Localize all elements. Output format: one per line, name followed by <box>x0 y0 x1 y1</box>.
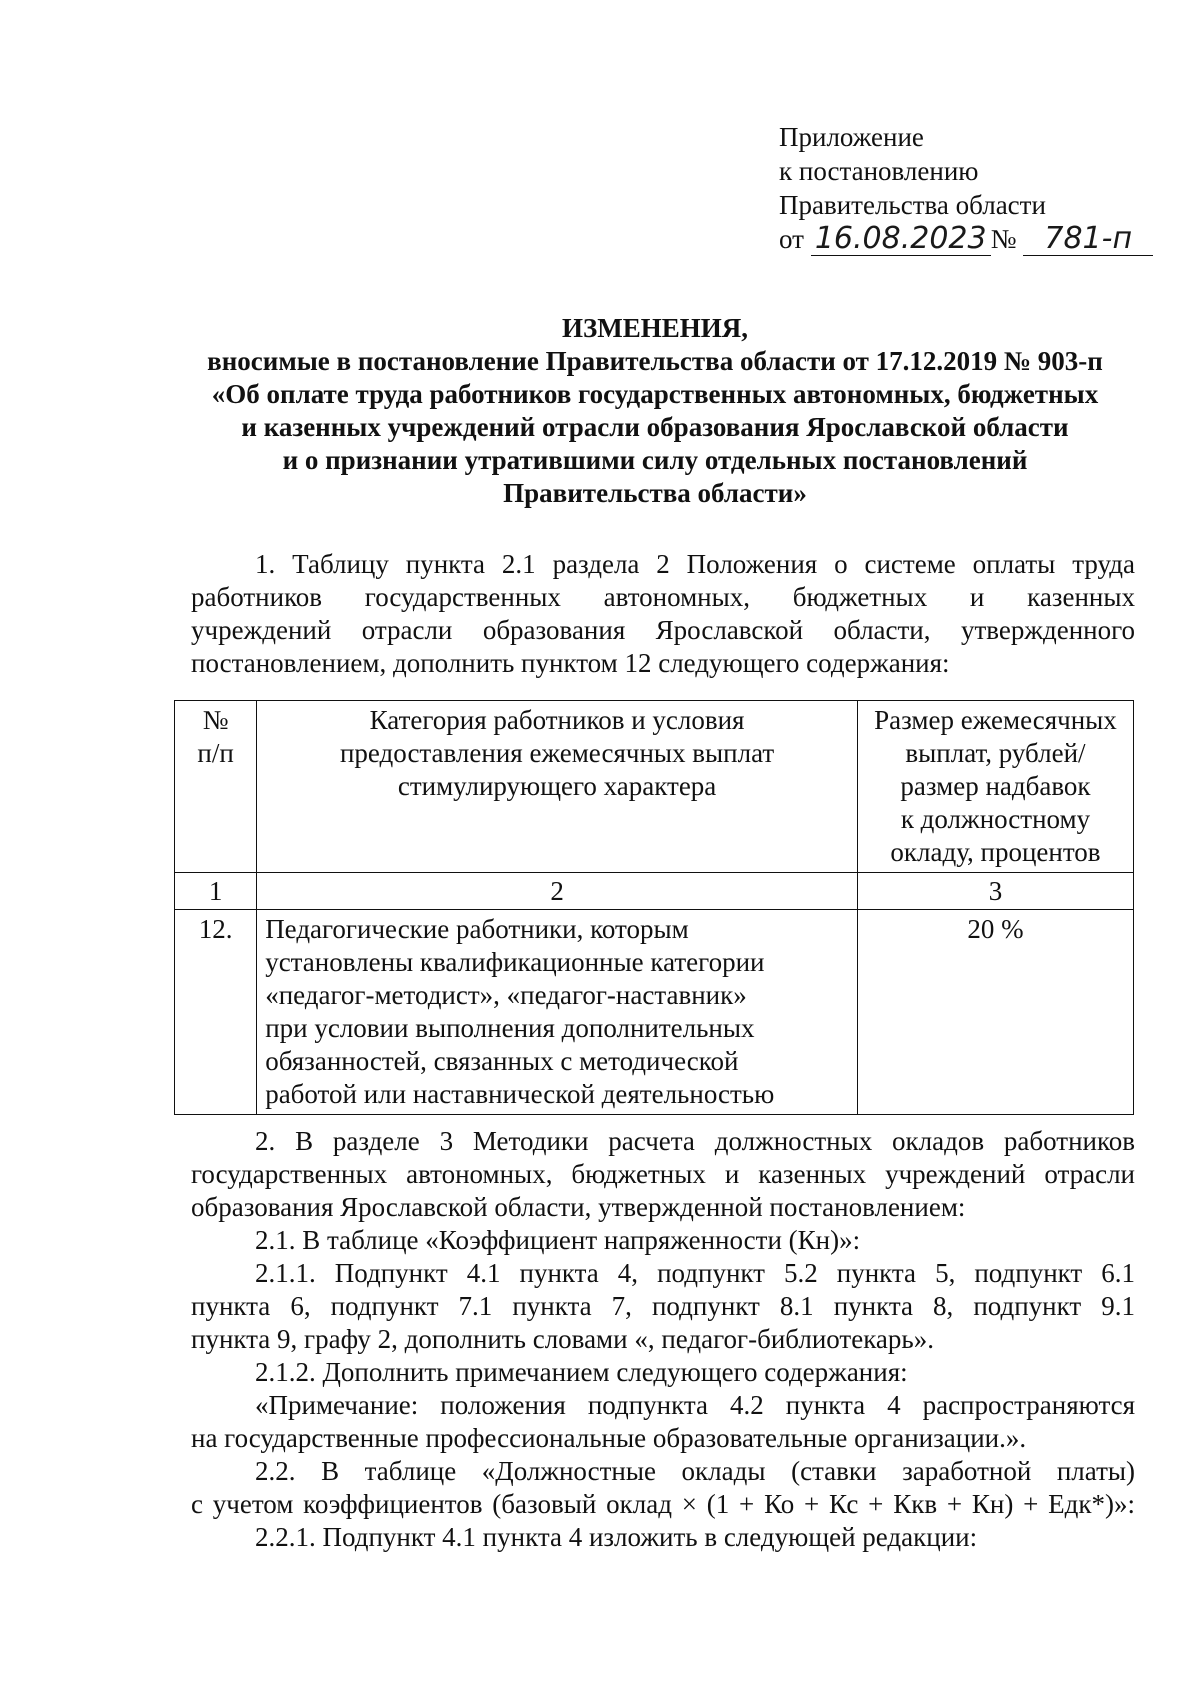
para1-line-3: учреждений отрасли образования Ярославской области, утвержденного <box>191 615 1135 645</box>
para2-line-1: 2. В разделе 3 Методики расчета должностных окладов работников <box>255 1126 1135 1156</box>
para2-line-11: 2.2. В таблице «Должностные оклады (ставки заработной платы) <box>255 1456 1135 1486</box>
row-number-cell: 12. <box>175 910 257 1115</box>
appendix-line-3: Правительства области <box>779 190 1046 220</box>
document-title <box>175 312 1135 510</box>
para2-line-4: 2.1. В таблице «Коэффициент напряженности (Кн)»: <box>255 1225 861 1255</box>
table-row <box>175 910 1134 1115</box>
title-line-1: ИЗМЕНЕНИЯ, <box>561 313 748 343</box>
para2-line-8: 2.1.2. Дополнить примечанием следующего содержания: <box>255 1357 908 1387</box>
para2-line-6: пункта 6, подпункт 7.1 пункта 7, подпункт 8.1 пункта 8, подпункт 9.1 <box>191 1291 1135 1321</box>
appendix-line-2: к постановлению <box>779 156 979 186</box>
para2-line-3: образования Ярославской области, утвержденной постановлением: <box>191 1192 966 1222</box>
para2-line-13: 2.2.1. Подпункт 4.1 пункта 4 изложить в следующей редакции: <box>255 1522 978 1552</box>
numbering-cell-1: 1 <box>175 873 257 910</box>
para2-line-5: 2.1.1. Подпункт 4.1 пункта 4, подпункт 5.2 пункта 5, подпункт 6.1 <box>255 1258 1135 1288</box>
para2-line-7: пункта 9, графу 2, дополнить словами «, педагог-библиотекарь». <box>191 1324 934 1354</box>
appendix-line-1: Приложение <box>779 122 924 152</box>
title-line-4: и казенных учреждений отрасли образования Ярославской области <box>241 412 1069 442</box>
appendix-block <box>779 120 1153 256</box>
title-line-6: Правительства области» <box>503 478 807 508</box>
header-col-amount: Размер ежемесячных выплат, рублей/ размер надбавок к должностному окладу, процентов <box>857 701 1133 873</box>
title-line-2: вносимые в постановление Правительства области от 17.12.2019 № 903-п <box>207 346 1103 376</box>
handwritten-number: 781-п <box>1023 223 1153 256</box>
payments-table <box>174 700 1134 1115</box>
handwritten-date: 16.08.2023 <box>811 223 991 256</box>
para1-line-1: 1. Таблицу пункта 2.1 раздела 2 Положения о системе оплаты труда <box>255 549 1135 579</box>
para1-line-4: постановлением, дополнить пунктом 12 следующего содержания: <box>191 648 950 678</box>
table-numbering-row <box>175 873 1134 910</box>
header-col-category: Категория работников и условия предоставления ежемесячных выплат стимулирующего характера <box>257 701 858 873</box>
title-line-5: и о признании утратившими силу отдельных постановлений <box>282 445 1028 475</box>
row-category-cell: Педагогические работники, которым установлены квалификационные категории «педагог-методист», «педагог-наставник» при условии выполнения дополнительных обязанностей, связанных с методической работой или наставнической деятельностью <box>257 910 858 1115</box>
paragraph-1 <box>191 548 1135 680</box>
numbering-cell-2: 2 <box>257 873 858 910</box>
para2-line-9: «Примечание: положения подпункта 4.2 пункта 4 распространяются <box>255 1390 1135 1420</box>
from-prefix: от <box>779 224 804 254</box>
para2-line-2: государственных автономных, бюджетных и казенных учреждений отрасли <box>191 1159 1135 1189</box>
para2-line-10: на государственные профессиональные образовательные организации.». <box>191 1423 1027 1453</box>
number-sign: № <box>990 224 1017 254</box>
table-header-row <box>175 701 1134 873</box>
row-value-cell: 20 % <box>857 910 1133 1115</box>
para1-line-2: работников государственных автономных, бюджетных и казенных <box>191 582 1135 612</box>
header-col-number: № п/п <box>175 701 257 873</box>
para2-line-12: с учетом коэффициентов (базовый оклад × (1 + Ко + Кс + Ккв + Кн) + Едк*)»: <box>191 1489 1135 1519</box>
appendix-date-line <box>779 222 1153 256</box>
numbering-cell-3: 3 <box>857 873 1133 910</box>
paragraph-2 <box>191 1125 1135 1554</box>
title-line-3: «Об оплате труда работников государственных автономных, бюджетных <box>211 379 1099 409</box>
